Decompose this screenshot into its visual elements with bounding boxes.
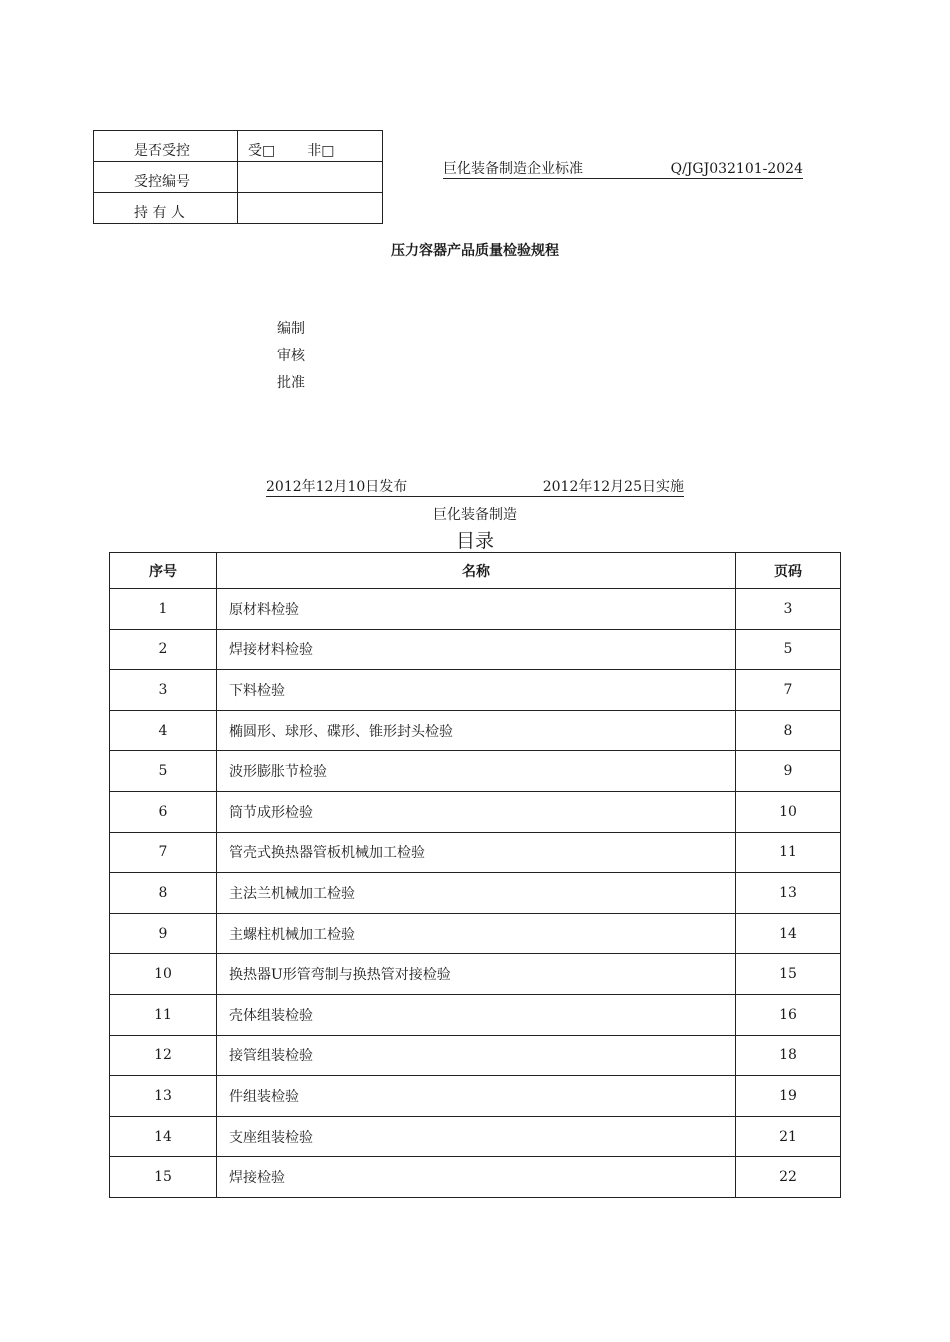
toc-title: 目录 [455,530,494,552]
standard-code: Q/JGJ032101-2024 [670,161,803,177]
toc-row-number: 1 [110,589,217,630]
signature-review: 审核 [277,348,305,364]
toc-row [110,1076,841,1117]
toc-row-number: 14 [110,1116,217,1157]
controlled-label: 是否受控 [94,131,238,162]
holder-label: 持 有 人 [94,193,238,224]
toc-row-number: 4 [110,710,217,751]
toc-row [110,832,841,873]
toc-row [110,1035,841,1076]
toc-row-number: 8 [110,873,217,914]
toc-row-name: 接管组装检验 [217,1035,736,1076]
toc-row [110,791,841,832]
document-title: 压力容器产品质量检验规程 [391,243,559,259]
holder-value [238,193,383,224]
toc-row-page: 13 [736,873,841,914]
toc-row-number: 6 [110,791,217,832]
toc-row-page: 15 [736,954,841,995]
control-row-number [94,162,383,193]
toc-row [110,589,841,630]
toc-row-number: 9 [110,913,217,954]
toc-row-number: 3 [110,670,217,711]
toc-row-page: 8 [736,710,841,751]
standard-org-label: 巨化装备制造企业标准 [443,161,583,177]
toc-row-page: 10 [736,791,841,832]
toc-row-name: 椭圆形、球形、碟形、锥形封头检验 [217,710,736,751]
toc-row [110,670,841,711]
toc-row-page: 14 [736,913,841,954]
toc-row-name: 焊接检验 [217,1157,736,1198]
toc-body [110,589,841,1198]
toc-row-number: 11 [110,994,217,1035]
toc-row [110,710,841,751]
toc-row-number: 13 [110,1076,217,1117]
toc-row-page: 3 [736,589,841,630]
control-number-value [238,162,383,193]
signature-compile: 编制 [277,321,305,337]
toc-row-page: 19 [736,1076,841,1117]
toc-row [110,994,841,1035]
controlled-yes-checkbox: 受□ [248,143,276,159]
date-line [266,478,684,497]
toc-row-name: 波形膨胀节检验 [217,751,736,792]
toc-table [109,552,841,1198]
toc-row-page: 16 [736,994,841,1035]
toc-row-page: 11 [736,832,841,873]
toc-row-name: 原材料检验 [217,589,736,630]
control-row-controlled [94,131,383,162]
toc-row-name: 主螺柱机械加工检验 [217,913,736,954]
toc-row-page: 5 [736,629,841,670]
toc-row-page: 18 [736,1035,841,1076]
toc-row [110,913,841,954]
signature-approve: 批准 [277,375,305,391]
toc-row-number: 5 [110,751,217,792]
toc-row-number: 7 [110,832,217,873]
toc-row-page: 21 [736,1116,841,1157]
company-name: 巨化装备制造 [433,507,517,523]
toc-header-name: 名称 [217,553,736,589]
controlled-options [238,131,383,162]
toc-row-number: 10 [110,954,217,995]
effective-date: 2012年12月25日实施 [542,479,684,495]
control-status-table [93,130,383,224]
toc-row-name: 下料检验 [217,670,736,711]
standard-header [443,160,803,179]
toc-row-page: 22 [736,1157,841,1198]
toc-row-name: 管壳式换热器管板机械加工检验 [217,832,736,873]
toc-row-name: 换热器U形管弯制与换热管对接检验 [217,954,736,995]
toc-row-name: 焊接材料检验 [217,629,736,670]
toc-row [110,1116,841,1157]
toc-row [110,873,841,914]
toc-row-name: 主法兰机械加工检验 [217,873,736,914]
toc-row-page: 7 [736,670,841,711]
toc-row-name: 壳体组装检验 [217,994,736,1035]
control-row-holder [94,193,383,224]
toc-row [110,751,841,792]
toc-row [110,954,841,995]
toc-row [110,1157,841,1198]
toc-header-page: 页码 [736,553,841,589]
control-number-label: 受控编号 [94,162,238,193]
toc-row-number: 2 [110,629,217,670]
toc-row-number: 15 [110,1157,217,1198]
toc-row-number: 12 [110,1035,217,1076]
toc-header-row [110,553,841,589]
toc-row [110,629,841,670]
controlled-no-checkbox: 非□ [307,143,335,159]
publish-date: 2012年12月10日发布 [266,479,408,495]
toc-row-name: 筒节成形检验 [217,791,736,832]
toc-row-name: 支座组装检验 [217,1116,736,1157]
toc-row-name: 件组装检验 [217,1076,736,1117]
toc-header-no: 序号 [110,553,217,589]
toc-row-page: 9 [736,751,841,792]
